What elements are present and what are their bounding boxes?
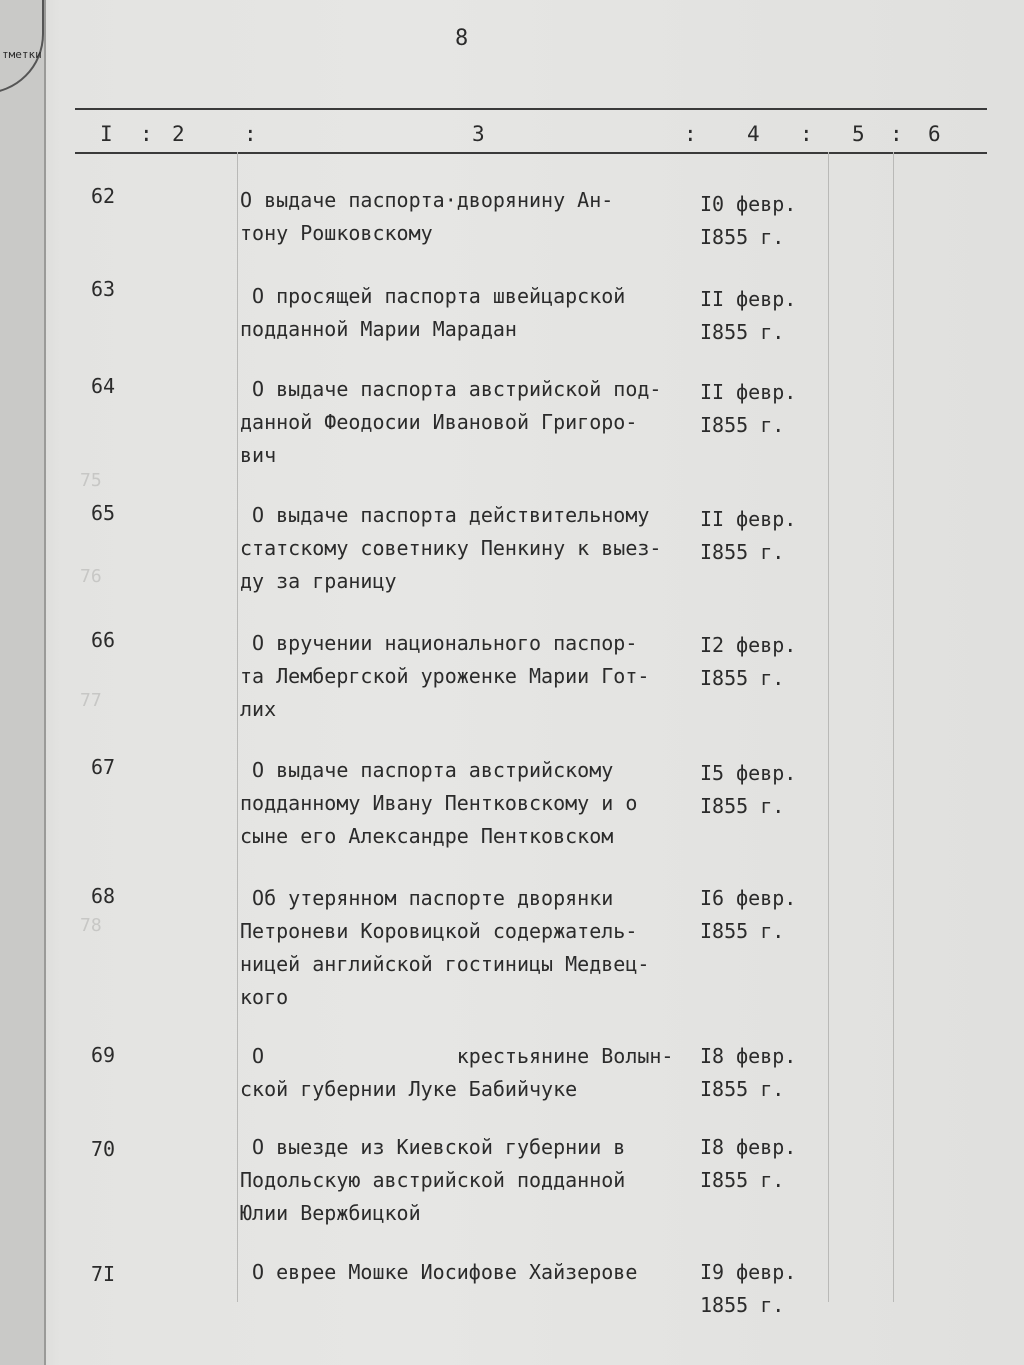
row-date: I9 февр. 1855 г. [700,1260,797,1317]
row-number: 64 [90,374,116,398]
row-title: О крестьянине Волын- ской губернии Луке Бабийчуке [240,1044,674,1101]
page-number: 8 [455,26,469,51]
column-divider [828,152,829,1302]
header-col-2: 2 [172,122,185,146]
row-title: О выдаче паспорта·дворянину Ан- тону Рошковскому [240,188,614,245]
row-date: I2 февр. I855 г. [700,633,797,690]
row-date: I8 февр. I855 г. [700,1044,797,1101]
bleed-through-text: 77 [80,690,102,711]
header-col-4: 4 [747,122,760,146]
header-col-3: 3 [472,122,485,146]
header-rule-top [75,108,987,110]
bleed-through-text: 76 [80,566,102,587]
row-date: I5 февр. I855 г. [700,761,797,818]
bleed-through-text: 75 [80,470,102,491]
bleed-through-text: 78 [80,915,102,936]
row-number: 68 [90,884,116,908]
header-col-5: 5 [852,122,865,146]
row-title: О еврее Мошке Иосифове Хайзерове [240,1260,638,1284]
row-title: О выдаче паспорта австрийскому подданному Ивану Пентковскому и о сыне его Александре Пентковском [240,758,638,848]
column-divider [893,152,894,1302]
row-date: I0 февр. I855 г. [700,192,797,249]
row-number: 63 [90,277,116,301]
previous-sheet-edge [0,0,46,1365]
previous-sheet-label: тметки [2,48,42,61]
row-number: 70 [90,1137,116,1161]
row-number: 66 [90,628,116,652]
row-date: II февр. I855 г. [700,507,797,564]
row-date: II февр. I855 г. [700,287,797,344]
row-title: О выезде из Киевской губернии в Подольскую австрийской подданной Юлии Вержбицкой [240,1135,626,1225]
header-separator: : [140,122,153,146]
row-number: 67 [90,755,116,779]
row-title: О выдаче паспорта действительному статскому советнику Пенкину к выез- ду за границу [240,503,662,593]
row-date: I6 февр. I855 г. [700,886,797,943]
header-separator: : [684,122,697,146]
row-number: 69 [90,1043,116,1067]
header-separator: : [800,122,813,146]
column-divider [237,152,238,1302]
row-title: Об утерянном паспорте дворянки Петроневи Коровицкой содержатель- ницей английской гостиницы Медвец- кого [240,886,650,1009]
header-rule-bottom [75,152,987,154]
row-date: II февр. I855 г. [700,380,797,437]
row-number: 65 [90,501,116,525]
header-col-6: 6 [928,122,941,146]
row-title: О выдаче паспорта австрийской под- данной Феодосии Ивановой Григоро- вич [240,377,662,467]
row-date: I8 февр. I855 г. [700,1135,797,1192]
row-title: О просящей паспорта швейцарской подданной Марии Марадан [240,284,626,341]
row-title: О вручении национального паспор- та Лембергской уроженке Марии Гот- лих [240,631,650,721]
header-separator: : [244,122,257,146]
header-separator: : [890,122,903,146]
header-col-1: I [100,122,113,146]
row-number: 62 [90,184,116,208]
row-number: 7I [90,1262,116,1286]
